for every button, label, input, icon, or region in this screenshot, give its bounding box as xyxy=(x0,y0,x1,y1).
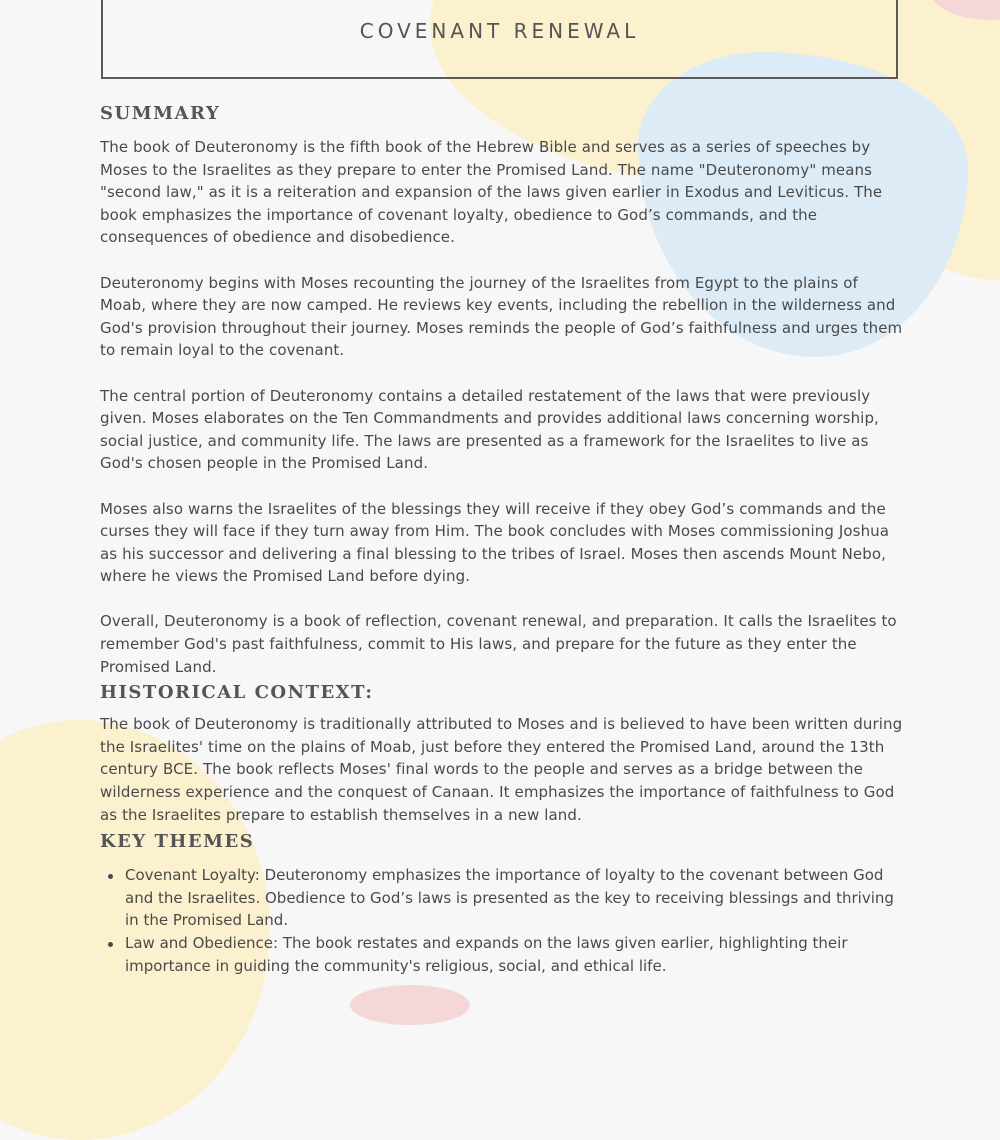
list-item-text: Law and Obedience: The book restates and expands on the laws given earlier, highlighting their importance in guiding the community's religious, social, and ethical life. xyxy=(125,934,848,975)
summary-paragraph: Moses also warns the Israelites of the blessings they will receive if they obey God’s commands and the curses they will face if they turn away from Him. The book concludes with Moses commissioning Joshua as his successor and delivering a final blessing to the tribes of Israel. Moses then ascends Mount Nebo, where he views the Promised Land before dying. xyxy=(100,499,890,586)
summary-paragraph: Overall, Deuteronomy is a book of reflection, covenant renewal, and preparation. It calls the Israelites to remember God's past faithfulness, commit to His laws, and prepare for the future as they enter the Promised Land. xyxy=(100,612,897,676)
title-box xyxy=(101,0,898,79)
key-themes-section xyxy=(100,830,905,977)
key-themes-heading: KEY THEMES xyxy=(100,831,255,853)
summary-paragraph: The central portion of Deuteronomy contains a detailed restatement of the laws that were previously given. Moses elaborates on the Ten Commandments and provides additional laws concerning worship, social justice, and community life. The laws are presented as a framework for the Israelites to live as God's chosen people in the Promised Land. xyxy=(100,386,879,473)
summary-paragraph: The book of Deuteronomy is the fifth book of the Hebrew Bible and serves as a series of speeches by Moses to the Israelites as they prepare to enter the Promised Land. The name "Deuteronomy" means "second law," as it is a reiteration and expansion of the laws given earlier in Exodus and Leviticus. The book emphasizes the importance of covenant loyalty, obedience to God’s commands, and the consequences of obedience and disobedience. xyxy=(100,138,883,247)
summary-heading: SUMMARY xyxy=(100,103,221,124)
bullet-icon xyxy=(108,942,113,947)
list-item xyxy=(100,864,905,932)
key-themes-list xyxy=(100,864,905,977)
summary-section xyxy=(100,102,905,678)
bullet-icon xyxy=(108,874,113,879)
historical-context-heading: HISTORICAL CONTEXT: xyxy=(100,682,374,704)
document-body xyxy=(100,102,905,977)
summary-paragraph: Deuteronomy begins with Moses recounting the journey of the Israelites from Egypt to the plains of Moab, where they are now camped. He reviews key events, including the rebellion in the wilderness and God's provision throughout their journey. Moses reminds the people of God’s faithfulness and urges them to remain loyal to the covenant. xyxy=(100,273,903,360)
list-item-text: Covenant Loyalty: Deuteronomy emphasizes the importance of loyalty to the covenant between God and the Israelites. Obedience to God’s laws is presented as the key to receiving blessings and thriving in the Promised Land. xyxy=(125,866,894,930)
page-subtitle: COVENANT RENEWAL xyxy=(359,19,640,43)
decorative-blob-pink xyxy=(350,985,470,1025)
historical-context-paragraph: The book of Deuteronomy is traditionally attributed to Moses and is believed to have been written during the Israelites' time on the plains of Moab, just before they entered the Promised Land, around the 13th century BCE. The book reflects Moses' final words to the people and serves as a bridge between the wilderness experience and the conquest of Canaan. It emphasizes the importance of faithfulness to God as the Israelites prepare to establish themselves in a new land. xyxy=(100,715,903,824)
historical-context-section xyxy=(100,681,905,826)
list-item xyxy=(100,932,905,977)
